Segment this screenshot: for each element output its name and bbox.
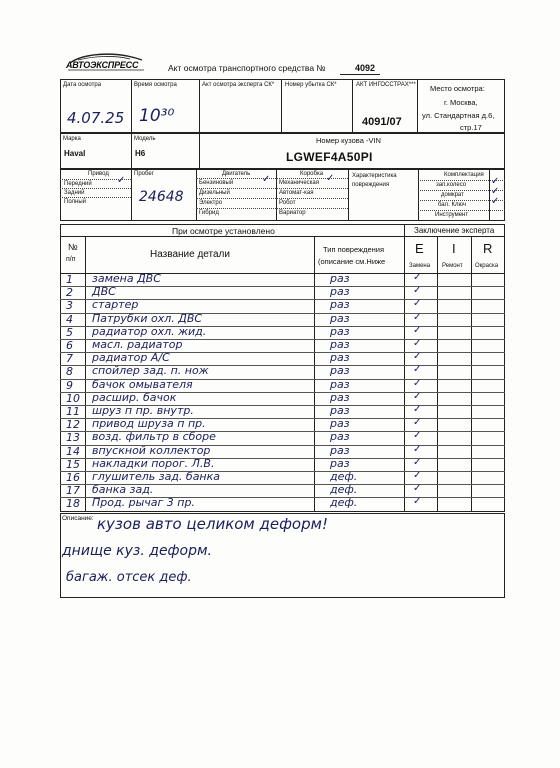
row-replace-check: ✓ [413, 364, 422, 376]
model-label: Модель [134, 136, 156, 142]
expert-conclusion-title: Заключение эксперта [414, 226, 495, 235]
gearbox-option-robot: Робот [279, 200, 296, 206]
gearbox-option-auto: Автомат-кая [279, 190, 314, 196]
col-no-sub: п/п [66, 256, 76, 263]
row-number: 1 [66, 273, 73, 286]
row-replace-check: ✓ [413, 456, 422, 468]
kit-spare-check: ✓ [491, 176, 500, 187]
col-i-header: I [452, 241, 456, 256]
place-label: Место осмотра: [430, 84, 485, 93]
kit-option-tools: Инструмент [435, 212, 469, 218]
col-damage-header-1: Тип повреждения [323, 245, 385, 254]
gearbox-label: Коробка [300, 171, 324, 177]
col-no-header: № [68, 242, 78, 252]
drive-option-rear: Задний [64, 190, 85, 196]
model-value: H6 [135, 149, 146, 158]
row-replace-check: ✓ [413, 285, 422, 297]
col-r-header: R [483, 241, 493, 256]
row-damage-type: раз [330, 311, 350, 325]
place-line-1: г. Москва, [444, 98, 478, 107]
row-part-name: ДВС [92, 285, 116, 299]
row-part-name: бачок омывателя [92, 377, 193, 391]
row-replace-check: ✓ [413, 390, 422, 402]
engine-option-hybrid: Гибрид [199, 210, 219, 216]
damage-char-label-1: Характеристика [352, 173, 397, 179]
row-number: 18 [66, 497, 80, 511]
mileage-value: 24648 [139, 189, 184, 205]
date-label: Дата осмотра [63, 82, 102, 88]
row-number: 3 [66, 299, 73, 313]
drive-label: Привод [88, 171, 109, 177]
row-part-name: банка зад. [92, 483, 154, 497]
row-number: 7 [66, 352, 73, 366]
row-number: 16 [66, 471, 80, 484]
row-replace-check: ✓ [413, 311, 422, 323]
row-replace-check: ✓ [413, 404, 422, 415]
act-title: Акт осмотра транспортного средства № [168, 63, 326, 73]
place-line-2: ул. Стандартная д.6, [422, 111, 495, 120]
row-part-name: Патрубки охл. ДВС [92, 311, 203, 325]
row-damage-type: раз [330, 417, 350, 431]
row-replace-check: ✓ [413, 338, 422, 349]
row-damage-type: раз [330, 285, 350, 299]
row-part-name: впускной коллектор [92, 443, 211, 457]
row-replace-check: ✓ [413, 430, 422, 442]
row-damage-type: раз [330, 430, 350, 444]
kit-jack-check: ✓ [491, 186, 500, 197]
row-damage-type: деф. [330, 483, 358, 497]
col-damage-header-2: (описание см.Ниже [318, 257, 386, 266]
description-line-1: кузов авто целиком деформ! [97, 515, 328, 533]
description-line-2: днище куз. деформ. [62, 543, 212, 559]
row-number: 14 [66, 444, 80, 458]
row-damage-type: раз [330, 390, 350, 404]
section-title: При осмотре установлено [172, 226, 275, 236]
vehicle-grid [60, 133, 505, 169]
row-damage-type: раз [330, 351, 350, 365]
row-replace-check: ✓ [413, 324, 422, 336]
row-replace-check: ✓ [413, 496, 422, 508]
description-label: Описание: [62, 515, 94, 522]
row-part-name: радиатор охл. жид. [92, 324, 207, 338]
row-damage-type: раз [330, 443, 350, 457]
col-i-sub: Ремонт [442, 263, 463, 269]
expert-act-label: Акт осмотра эксперта СК* [202, 82, 275, 88]
drive-option-front: Передний [64, 181, 92, 187]
loss-number-label: Номер убытка СК* [285, 82, 337, 88]
row-replace-check: ✓ [413, 377, 422, 389]
col-e-header: E [415, 241, 424, 256]
kit-option-jack: домкрат [441, 192, 464, 198]
row-damage-type: раз [330, 377, 350, 391]
vin-value: LGWEF4A50PI [286, 150, 373, 164]
row-part-name: накладки порог. Л.В. [92, 456, 215, 470]
gearbox-option-cvt: Вариатор [279, 210, 306, 216]
row-part-name: привод шруза п пр. [92, 417, 206, 431]
kit-label: Комплектация [444, 172, 484, 178]
engine-label: Двигатель [222, 171, 251, 177]
kit-option-wrench: бал. Ключ [438, 202, 466, 208]
row-replace-check: ✓ [413, 483, 422, 495]
row-part-name: стартер [92, 298, 139, 312]
row-damage-type: раз [330, 272, 350, 285]
description-line-3: багаж. отсек деф. [66, 570, 192, 585]
row-replace-check: ✓ [413, 298, 422, 310]
col-e-sub: Замена [409, 263, 431, 269]
row-replace-check: ✓ [413, 443, 422, 455]
row-number: 17 [66, 484, 80, 498]
engine-option-electric: Электро [199, 200, 223, 206]
row-number: 11 [66, 405, 80, 418]
row-damage-type: раз [330, 364, 350, 378]
row-number: 5 [66, 325, 73, 339]
gearbox-option-manual: Механическая [279, 180, 320, 186]
row-number: 12 [66, 418, 80, 432]
logo-text: АВТОЭКСПРЕСС [66, 60, 139, 70]
vin-label: Номер кузова -VIN [316, 136, 381, 145]
row-damage-type: раз [330, 456, 350, 470]
row-part-name: Прод. рычаг 3 пр. [92, 496, 195, 510]
row-replace-check: ✓ [413, 351, 422, 363]
engine-option-diesel: Дизельный [199, 190, 230, 196]
row-number: 6 [66, 339, 73, 352]
row-replace-check: ✓ [413, 417, 422, 429]
drive-option-awd: Полный [64, 199, 86, 205]
time-value: 10³⁰ [139, 106, 175, 126]
act-number: 4092 [355, 63, 376, 73]
kit-option-spare: зап.колесо [436, 182, 467, 188]
damage-char-label-2: повреждения [352, 182, 390, 188]
row-number: 15 [66, 457, 80, 471]
row-damage-type: деф. [330, 496, 358, 510]
row-damage-type: раз [330, 298, 350, 312]
engine-petrol-check: ✓ [262, 174, 271, 185]
ingos-label: АКТ ИНГОССТРАХ*** [356, 82, 416, 88]
row-replace-check: ✓ [413, 272, 422, 283]
col-r-sub: Окраска [475, 263, 499, 269]
row-part-name: глушитель зад. банка [92, 470, 221, 483]
row-number: 8 [66, 365, 73, 379]
company-logo [64, 50, 148, 72]
row-part-name: возд. фильтр в сборе [92, 430, 216, 444]
gearbox-manual-check: ✓ [326, 173, 335, 184]
date-value: 4.07.25 [67, 109, 125, 127]
engine-option-petrol: Бензиновый [199, 180, 234, 186]
row-damage-type: раз [330, 338, 350, 351]
ingos-value: 4091/07 [362, 116, 402, 128]
row-replace-check: ✓ [413, 470, 422, 481]
make-value: Haval [64, 149, 86, 158]
row-damage-type: деф. [330, 470, 358, 483]
row-part-name: расшир. бачок [92, 390, 177, 404]
row-part-name: замена ДВС [92, 272, 161, 285]
row-number: 13 [66, 431, 80, 445]
row-number: 2 [66, 286, 73, 300]
row-part-name: спойлер зад. п. нож [92, 364, 209, 378]
row-damage-type: раз [330, 324, 350, 338]
row-damage-type: раз [330, 404, 350, 417]
col-part-header: Название детали [150, 249, 230, 260]
make-label: Марка [63, 136, 81, 142]
place-line-3: стр.17 [460, 123, 482, 132]
row-number: 9 [66, 378, 73, 392]
row-part-name: радиатор А/С [92, 351, 170, 365]
row-number: 4 [66, 312, 73, 326]
time-label: Время осмотра [134, 82, 177, 88]
drive-front-check: ✓ [117, 175, 126, 186]
row-part-name: масл. радиатор [92, 338, 183, 351]
row-number: 10 [66, 391, 80, 405]
row-part-name: шруз п пр. внутр. [92, 404, 194, 417]
mileage-label: Пробег [134, 171, 154, 177]
kit-wrench-check: ✓ [491, 196, 500, 207]
